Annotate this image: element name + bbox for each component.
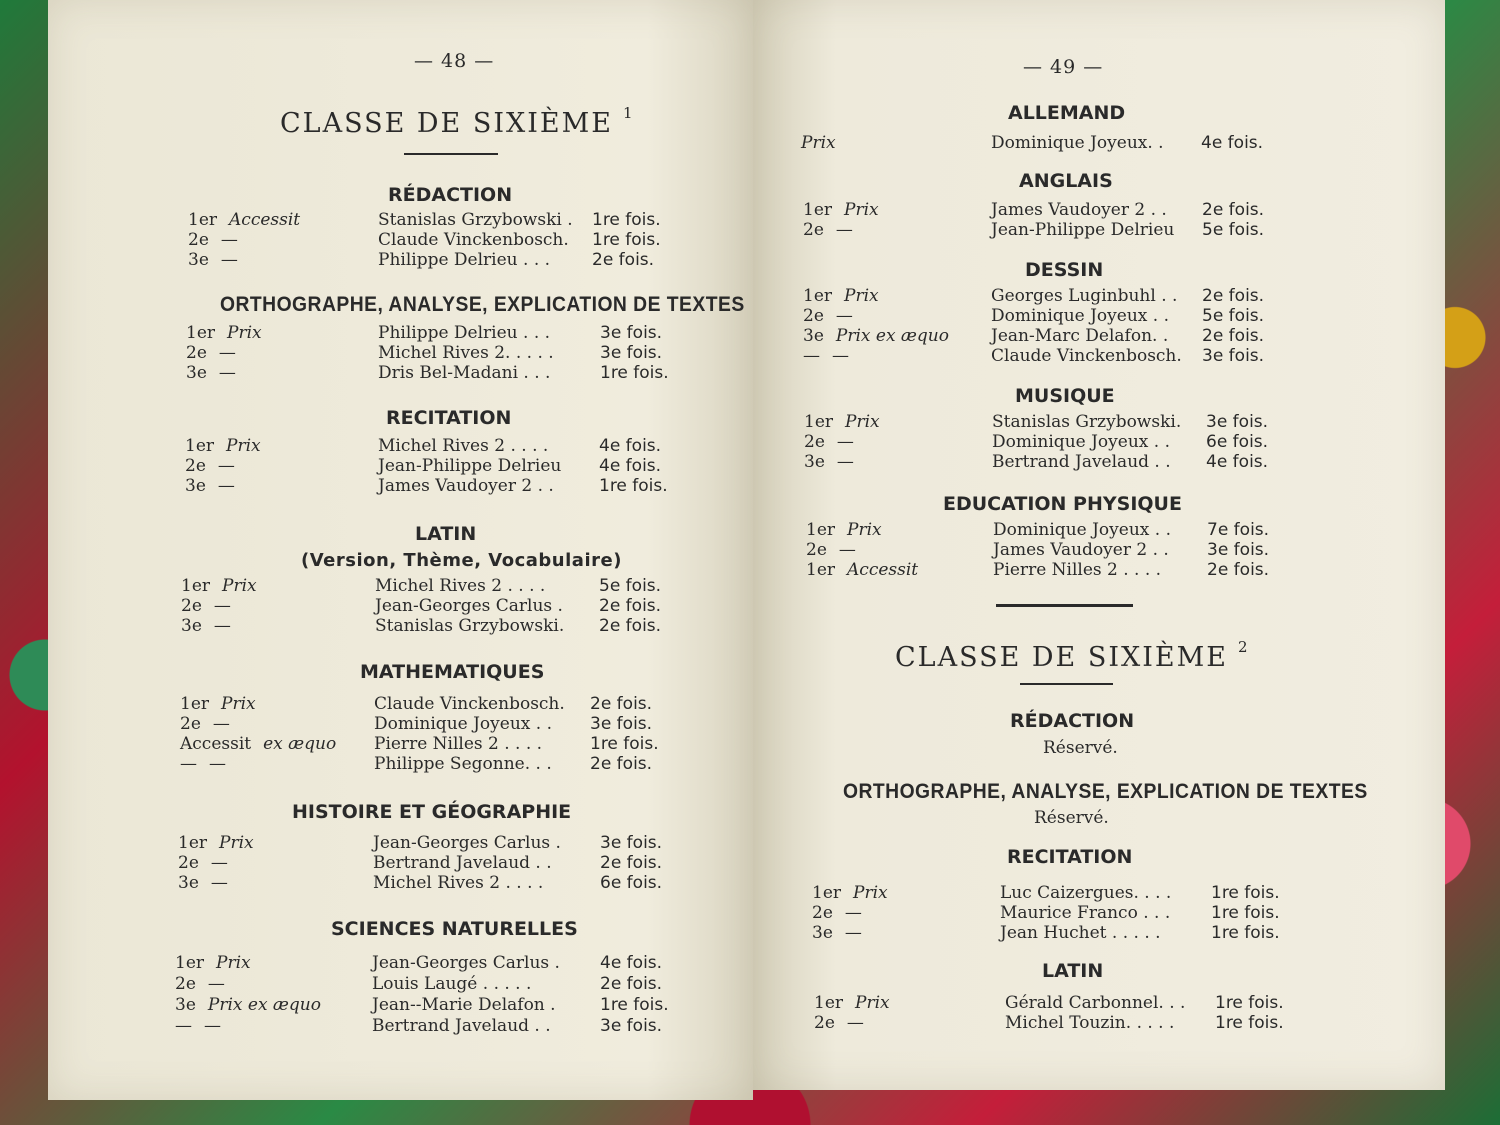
student-name: James Vaudoyer 2 . . (378, 476, 554, 496)
student-name: Stanislas Grzybowski. (992, 412, 1182, 432)
section-heading: LATIN (415, 523, 477, 545)
student-name: Pierre Nilles 2 . . . . (993, 560, 1162, 580)
award-rank-ordinal: 1er (806, 520, 836, 540)
award-rank (812, 903, 862, 923)
award-rank (188, 250, 238, 270)
award-type: Prix (221, 694, 256, 714)
award-rank (181, 596, 231, 616)
page-number: — 48 — (414, 50, 495, 72)
award-rank (188, 230, 238, 250)
award-type: — (210, 873, 228, 893)
award-rank-ordinal: 3e (186, 363, 207, 383)
award-rank (804, 452, 854, 472)
award-row (803, 346, 1323, 366)
student-name: Philippe Segonne. . . (374, 754, 552, 774)
award-count: 1re fois. (1211, 923, 1280, 943)
award-type: — (217, 476, 235, 496)
award-count: 3e fois. (590, 714, 653, 734)
award-type: Prix (222, 576, 257, 596)
award-count: 3e fois. (1202, 346, 1265, 366)
award-rank-ordinal: 2e (806, 540, 827, 560)
award-rank-ordinal: 2e (180, 714, 201, 734)
award-count: 2e fois. (590, 754, 653, 774)
award-count: 6e fois. (1206, 432, 1269, 452)
award-count: 1re fois. (592, 210, 661, 230)
award-row (181, 576, 671, 596)
award-type: — (218, 343, 236, 363)
award-row (803, 286, 1323, 306)
student-name: Maurice Franco . . . (1000, 903, 1171, 923)
award-row (801, 133, 1321, 153)
student-name: Dris Bel-Madani . . . (378, 363, 551, 383)
award-row (188, 210, 678, 230)
section-heading: ANGLAIS (1019, 170, 1113, 192)
award-rank (181, 576, 257, 596)
award-count: 2e fois. (599, 596, 662, 616)
right-page (753, 0, 1445, 1090)
award-count: 1re fois. (1215, 1013, 1284, 1033)
student-name: Claude Vinckenbosch. (991, 346, 1182, 366)
award-type: Prix (855, 993, 890, 1013)
section-heading: RECITATION (1007, 846, 1133, 868)
section-heading: ORTHOGRAPHE, ANALYSE, EXPLICATION DE TEXTES (843, 780, 1368, 803)
award-row (814, 993, 1334, 1013)
award-type: Accessit (847, 560, 919, 580)
award-row (181, 596, 671, 616)
award-count: 1re fois. (599, 476, 668, 496)
award-rank-ordinal: 2e (814, 1013, 835, 1033)
award-count: 1re fois. (600, 995, 669, 1015)
student-name: Claude Vinckenbosch. (374, 694, 565, 714)
award-row (812, 923, 1332, 943)
award-rank (806, 540, 856, 560)
award-rank-ordinal: 3e (188, 250, 209, 270)
student-name: Michel Rives 2 . . . . (378, 436, 549, 456)
award-count: 7e fois. (1207, 520, 1270, 540)
student-name: Jean-Georges Carlus . (375, 596, 563, 616)
award-count: 3e fois. (600, 323, 663, 343)
student-name: James Vaudoyer 2 . . (993, 540, 1169, 560)
award-count: 5e fois. (599, 576, 662, 596)
award-rank-ordinal: — (180, 754, 197, 774)
award-count: 1re fois. (1211, 903, 1280, 923)
award-count: 1re fois. (600, 363, 669, 383)
award-rank-ordinal: 1er (814, 993, 844, 1013)
award-type: Prix (844, 200, 879, 220)
award-row (803, 306, 1323, 326)
award-count: 3e fois. (600, 343, 663, 363)
award-count: 3e fois. (600, 1016, 663, 1036)
award-rank (180, 714, 230, 734)
student-name: Jean-Philippe Delrieu (378, 456, 562, 476)
section-heading: RÉDACTION (388, 184, 513, 206)
student-name: Pierre Nilles 2 . . . . (374, 734, 543, 754)
award-rank (181, 616, 231, 636)
award-row (803, 200, 1323, 220)
award-type: Prix (847, 520, 882, 540)
award-rank-ordinal: 3e (185, 476, 206, 496)
student-name: James Vaudoyer 2 . . (991, 200, 1167, 220)
student-name: Dominique Joyeux . . (374, 714, 552, 734)
student-name: Dominique Joyeux . . (991, 306, 1169, 326)
award-row (175, 974, 670, 994)
section-heading: MATHEMATIQUES (360, 661, 545, 683)
award-count: 4e fois. (599, 456, 662, 476)
award-rank-ordinal: 2e (178, 853, 199, 873)
class-title-2-footnote: 2 (1237, 638, 1250, 656)
award-type: Prix (845, 412, 880, 432)
award-row (806, 560, 1326, 580)
award-count: 5e fois. (1202, 220, 1265, 240)
award-rank-ordinal: 1er (804, 412, 834, 432)
award-row (188, 230, 678, 250)
award-rank (185, 456, 235, 476)
class-title (280, 104, 635, 139)
student-name: Dominique Joyeux. . (991, 133, 1164, 153)
award-rank-ordinal: 1er (803, 286, 833, 306)
award-type: — (836, 452, 854, 472)
award-rank-ordinal: 1er (181, 576, 211, 596)
section-heading: EDUCATION PHYSIQUE (943, 493, 1182, 515)
award-rank (175, 995, 321, 1015)
title-rule (404, 153, 498, 155)
award-type: — (220, 250, 238, 270)
award-row (185, 456, 675, 476)
award-rank (178, 853, 228, 873)
award-type: Prix (219, 833, 254, 853)
award-rank (806, 520, 882, 540)
student-name: Dominique Joyeux . . (992, 432, 1170, 452)
award-count: 1re fois. (592, 230, 661, 250)
award-rank-ordinal: 2e (175, 974, 196, 994)
award-rank (803, 286, 879, 306)
award-type: — (217, 456, 235, 476)
award-type: — (844, 923, 862, 943)
award-count: 2e fois. (600, 853, 663, 873)
student-name: Georges Luginbuhl . . (991, 286, 1178, 306)
award-rank (175, 953, 251, 973)
award-count: 2e fois. (1202, 326, 1265, 346)
award-rank-ordinal: 3e (181, 616, 202, 636)
section-note: Réservé. (1034, 808, 1109, 828)
award-type: — (218, 363, 236, 383)
award-row (186, 343, 676, 363)
award-count: 2e fois. (1202, 200, 1265, 220)
award-rank (175, 974, 225, 994)
award-rank-ordinal: 3e (803, 326, 824, 346)
section-heading: RÉDACTION (1010, 710, 1135, 732)
award-type: — (835, 220, 853, 240)
award-type: — (209, 754, 226, 774)
award-rank (186, 363, 236, 383)
separator-rule (996, 604, 1133, 607)
student-name: Philippe Delrieu . . . (378, 250, 551, 270)
section-note: Réservé. (1043, 738, 1118, 758)
award-count: 4e fois. (1201, 133, 1264, 153)
award-type: Prix (801, 133, 836, 153)
award-row (188, 250, 678, 270)
award-rank (188, 210, 300, 230)
award-row (175, 995, 670, 1015)
award-count: 5e fois. (1202, 306, 1265, 326)
award-count: 6e fois. (600, 873, 663, 893)
award-type: — (213, 596, 231, 616)
student-name: Dominique Joyeux . . (993, 520, 1171, 540)
award-row (180, 734, 670, 754)
award-rank-ordinal: 1er (188, 210, 218, 230)
award-count: 2e fois. (1202, 286, 1265, 306)
award-type: Prix (853, 883, 888, 903)
award-row (185, 436, 675, 456)
award-type: — (207, 974, 225, 994)
section-heading: RECITATION (386, 407, 512, 429)
award-rank (185, 436, 261, 456)
award-rank-ordinal: 1er (186, 323, 216, 343)
award-count: 2e fois. (592, 250, 655, 270)
award-rank-ordinal: 2e (804, 432, 825, 452)
award-rank-ordinal: 3e (812, 923, 833, 943)
award-rank (178, 873, 228, 893)
section-heading: ALLEMAND (1008, 102, 1126, 124)
award-count: 1re fois. (1211, 883, 1280, 903)
award-type: Prix (844, 286, 879, 306)
award-count: 3e fois. (1206, 412, 1269, 432)
student-name: Bertrand Javelaud . . (372, 1016, 551, 1036)
award-type: — (204, 1016, 221, 1036)
student-name: Luc Caizergues. . . . (1000, 883, 1172, 903)
award-rank-ordinal: 2e (812, 903, 833, 923)
student-name: Michel Rives 2 . . . . (373, 873, 544, 893)
class-title-2-text: CLASSE DE SIXIÈME (895, 642, 1228, 673)
award-rank (803, 346, 849, 366)
award-rank (804, 412, 880, 432)
award-rank (803, 220, 853, 240)
award-rank-ordinal: 1er (185, 436, 215, 456)
award-count: 4e fois. (1206, 452, 1269, 472)
section-heading: DESSIN (1025, 259, 1104, 281)
award-rank (803, 200, 879, 220)
award-rank-ordinal: 1er (812, 883, 842, 903)
award-type: Prix ex æquo (207, 995, 321, 1015)
award-row (178, 873, 668, 893)
award-row (812, 883, 1332, 903)
left-page (48, 0, 753, 1100)
award-row (178, 833, 668, 853)
award-type: Prix ex æquo (835, 326, 949, 346)
award-count: 3e fois. (1207, 540, 1270, 560)
award-rank-ordinal: 1er (175, 953, 205, 973)
student-name: Bertrand Javelaud . . (992, 452, 1171, 472)
award-rank-ordinal: — (803, 346, 820, 366)
award-type: — (835, 306, 853, 326)
award-type: — (846, 1013, 864, 1033)
award-type: — (210, 853, 228, 873)
award-type: — (838, 540, 856, 560)
student-name: Gérald Carbonnel. . . (1005, 993, 1186, 1013)
award-rank (186, 343, 236, 363)
award-type: Prix (216, 953, 251, 973)
award-type: — (836, 432, 854, 452)
student-name: Michel Rives 2 . . . . (375, 576, 546, 596)
award-count: 2e fois. (599, 616, 662, 636)
section-heading: SCIENCES NATURELLES (331, 918, 578, 940)
award-rank (804, 432, 854, 452)
award-count: 1re fois. (590, 734, 659, 754)
section-heading: HISTOIRE ET GÉOGRAPHIE (292, 801, 572, 823)
award-count: 4e fois. (600, 953, 663, 973)
award-type: — (212, 714, 230, 734)
award-rank-ordinal: 3e (175, 995, 196, 1015)
student-name: Louis Laugé . . . . . (372, 974, 532, 994)
award-rank-ordinal: 2e (185, 456, 206, 476)
award-count: 2e fois. (600, 974, 663, 994)
award-row (181, 616, 671, 636)
award-row (804, 452, 1324, 472)
award-type: Prix (226, 436, 261, 456)
award-row (804, 432, 1324, 452)
page-number: — 49 — (1023, 56, 1104, 78)
award-rank-ordinal: 3e (178, 873, 199, 893)
award-rank (178, 833, 254, 853)
award-count: 1re fois. (1215, 993, 1284, 1013)
award-rank-ordinal: Accessit (180, 734, 252, 754)
award-row (178, 853, 668, 873)
title-rule-2 (1020, 683, 1113, 685)
award-row (186, 323, 676, 343)
award-rank (185, 476, 235, 496)
student-name: Jean-Georges Carlus . (373, 833, 561, 853)
award-row (180, 714, 670, 734)
award-rank-ordinal: 2e (188, 230, 209, 250)
award-rank (812, 883, 888, 903)
award-rank-ordinal: 2e (803, 306, 824, 326)
award-row (806, 540, 1326, 560)
class-title-footnote: 1 (622, 104, 635, 122)
student-name: Jean-Philippe Delrieu (991, 220, 1175, 240)
section-heading: MUSIQUE (1015, 385, 1115, 407)
award-rank (180, 694, 256, 714)
student-name: Bertrand Javelaud . . (373, 853, 552, 873)
award-type: — (220, 230, 238, 250)
class-title-2 (895, 638, 1250, 673)
award-type: — (832, 346, 849, 366)
award-type: ex æquo (263, 734, 337, 754)
student-name: Jean-Marc Delafon. . (991, 326, 1169, 346)
award-type: Prix (227, 323, 262, 343)
student-name: Stanislas Grzybowski . (378, 210, 573, 230)
award-rank-ordinal: 3e (804, 452, 825, 472)
award-type: — (213, 616, 231, 636)
award-row (185, 476, 675, 496)
class-title-text: CLASSE DE SIXIÈME (280, 108, 613, 139)
award-row (804, 412, 1324, 432)
award-type: Accessit (229, 210, 301, 230)
award-rank (175, 1016, 221, 1036)
student-name: Stanislas Grzybowski. (375, 616, 565, 636)
award-rank (801, 133, 836, 153)
award-rank (806, 560, 918, 580)
award-row (814, 1013, 1334, 1033)
award-rank (814, 993, 890, 1013)
section-heading: LATIN (1042, 960, 1104, 982)
section-subheading: (Version, Thème, Vocabulaire) (301, 550, 622, 571)
award-row (806, 520, 1326, 540)
award-count: 2e fois. (1207, 560, 1270, 580)
award-row (812, 903, 1332, 923)
award-row (180, 694, 670, 714)
award-count: 2e fois. (590, 694, 653, 714)
award-count: 3e fois. (600, 833, 663, 853)
award-row (186, 363, 676, 383)
award-row (175, 953, 670, 973)
award-rank (186, 323, 262, 343)
award-row (803, 220, 1323, 240)
student-name: Philippe Delrieu . . . (378, 323, 551, 343)
award-rank-ordinal: 2e (181, 596, 202, 616)
award-rank-ordinal: 1er (178, 833, 208, 853)
award-rank-ordinal: 1er (806, 560, 836, 580)
award-rank-ordinal: 1er (803, 200, 833, 220)
section-heading: ORTHOGRAPHE, ANALYSE, EXPLICATION DE TEXTES (220, 293, 745, 316)
student-name: Michel Touzin. . . . . (1005, 1013, 1175, 1033)
award-rank-ordinal: — (175, 1016, 192, 1036)
award-row (180, 754, 670, 774)
award-rank (803, 326, 949, 346)
award-row (175, 1016, 670, 1036)
student-name: Michel Rives 2. . . . . (378, 343, 554, 363)
award-row (803, 326, 1323, 346)
student-name: Jean-Georges Carlus . (372, 953, 560, 973)
award-type: — (844, 903, 862, 923)
award-rank (814, 1013, 864, 1033)
student-name: Claude Vinckenbosch. (378, 230, 569, 250)
award-rank-ordinal: 2e (803, 220, 824, 240)
student-name: Jean--Marie Delafon . (372, 995, 556, 1015)
student-name: Jean Huchet . . . . . (1000, 923, 1161, 943)
award-count: 4e fois. (599, 436, 662, 456)
award-rank-ordinal: 2e (186, 343, 207, 363)
award-rank (803, 306, 853, 326)
award-rank (180, 734, 336, 754)
award-rank (180, 754, 226, 774)
award-rank (812, 923, 862, 943)
award-rank-ordinal: 1er (180, 694, 210, 714)
